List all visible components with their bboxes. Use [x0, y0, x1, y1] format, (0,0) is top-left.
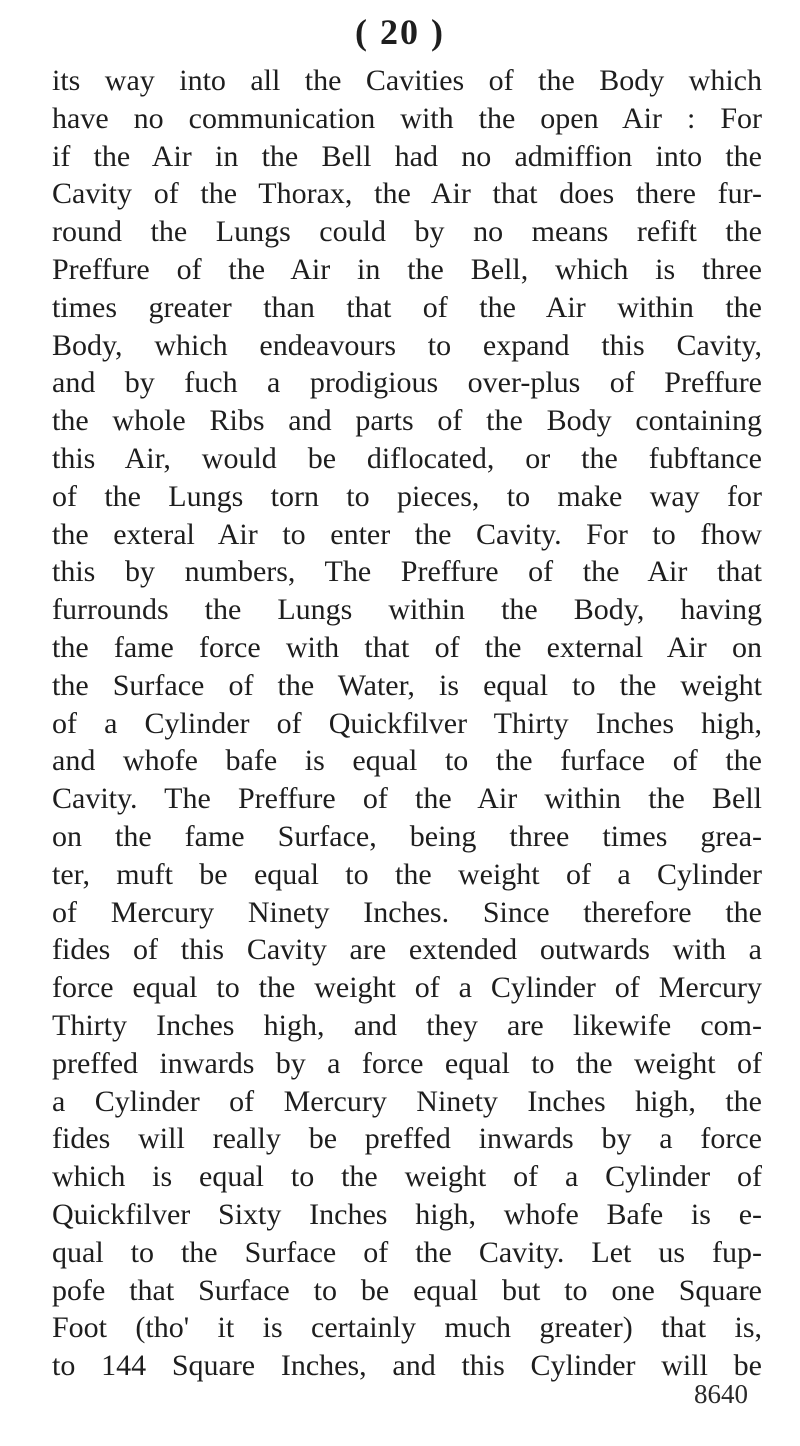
text-line: Thirty Inches high, and they are likewife com-	[52, 1008, 762, 1042]
text-line: Quickfilver Sixty Inches high, whofe Bafe is e-	[52, 1197, 762, 1231]
text-line: a Cylinder of Mercury Ninety Inches high, the	[52, 1084, 762, 1118]
text-line: Cavity. The Preffure of the Air within the Bell	[52, 782, 762, 816]
text-line: its way into all the Cavities of the Body which	[52, 64, 762, 97]
text-line: ter, muft be equal to the weight of a Cylinder	[52, 857, 762, 891]
text-line: the whole Ribs and parts of the Body containing	[52, 404, 762, 438]
text-line: Foot (tho' it is certainly much greater) that is,	[52, 1311, 762, 1345]
text-line: of the Lungs torn to pieces, to make way for	[52, 479, 762, 513]
body-text	[52, 62, 762, 1385]
text-line: force equal to the weight of a Cylinder of Mercury	[52, 971, 762, 1005]
text-line: the Surface of the Water, is equal to the weight	[52, 668, 762, 702]
text-line: and whofe bafe is equal to the furface of the	[52, 744, 762, 778]
text-line: times greater than that of the Air within the	[52, 290, 762, 324]
text-line: of a Cylinder of Quickfilver Thirty Inches high,	[52, 706, 762, 740]
text-line: to 144 Square Inches, and this Cylinder will be	[52, 1349, 762, 1383]
text-line: round the Lungs could by no means refift the	[52, 215, 762, 249]
text-line: qual to the Surface of the Cavity. Let us fup-	[52, 1235, 762, 1269]
text-line: if the Air in the Bell had no admiffion into the	[52, 139, 762, 173]
text-line: pofe that Surface to be equal but to one Square	[52, 1273, 762, 1307]
text-line: on the fame Surface, being three times grea-	[52, 819, 762, 853]
text-line: Cavity of the Thorax, the Air that does there fur-	[52, 177, 762, 211]
text-line: have no communication with the open Air : For	[52, 101, 762, 135]
text-line: and by fuch a prodigious over-plus of Preffure	[52, 366, 762, 400]
text-line: furrounds the Lungs within the Body, having	[52, 593, 762, 627]
text-line: the fame force with that of the external Air on	[52, 630, 762, 664]
text-line: of Mercury Ninety Inches. Since therefore the	[52, 895, 762, 929]
text-line: which is equal to the weight of a Cylinder of	[52, 1160, 762, 1194]
text-line: preffed inwards by a force equal to the weight of	[52, 1046, 762, 1080]
text-line: the exteral Air to enter the Cavity. For to fhow	[52, 517, 762, 551]
text-line: this Air, would be diflocated, or the fubftance	[52, 441, 762, 475]
text-line: fides will really be preffed inwards by a force	[52, 1122, 762, 1156]
catchword: 8640	[694, 1379, 748, 1409]
text-line: fides of this Cavity are extended outwards with a	[52, 933, 762, 967]
text-line: this by numbers, The Preffure of the Air that	[52, 555, 762, 589]
page-number: ( 20 )	[355, 12, 445, 52]
text-line: Body, which endeavours to expand this Cavity,	[52, 328, 762, 362]
text-line: Preffure of the Air in the Bell, which is three	[52, 252, 762, 286]
